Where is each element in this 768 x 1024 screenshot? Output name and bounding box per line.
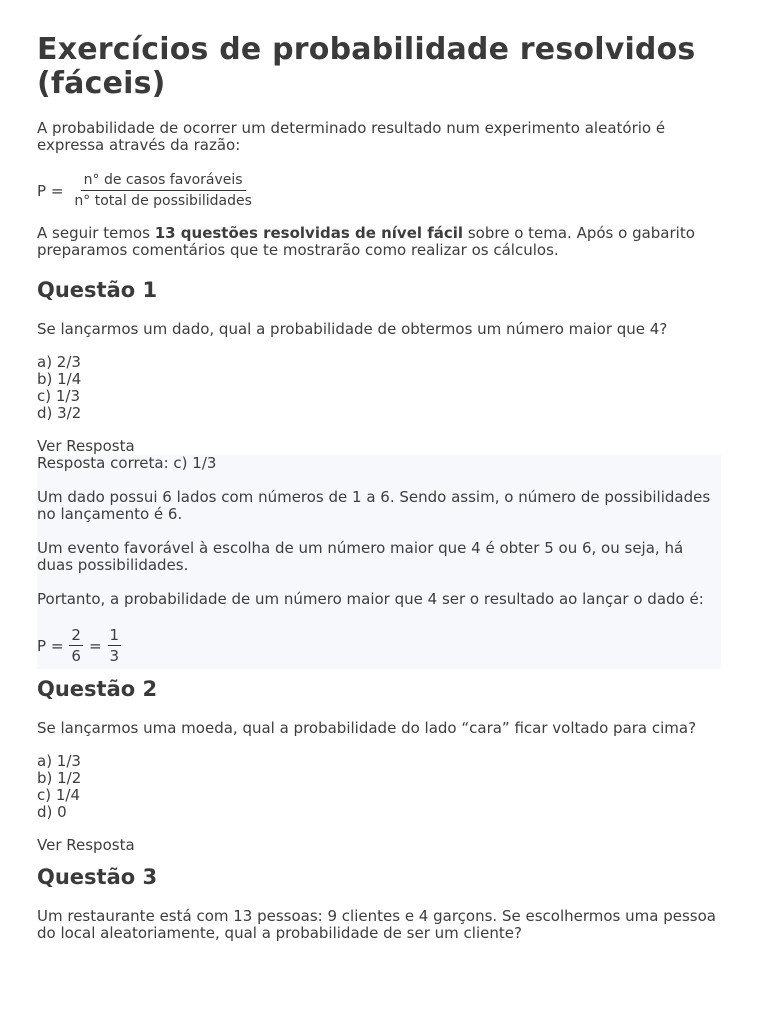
question-1-options [37, 354, 732, 422]
answer-explanation: Portanto, a probabilidade de um número maior que 4 ser o resultado ao lançar o dado é: [37, 590, 704, 608]
answer-formula [37, 627, 721, 665]
answer-formula-lhs: P = [37, 637, 64, 655]
option: d) 0 [37, 803, 67, 821]
intro-paragraph: A probabilidade de ocorrer um determinado resultado num experimento aleatório é expressa através da razão: [37, 119, 666, 154]
answer-fraction-1 [69, 627, 83, 665]
formula-lhs: P = [37, 182, 64, 200]
option: b) 1/2 [37, 769, 82, 787]
formula-numerator: n° de casos favoráveis [81, 172, 246, 191]
answer-fraction-2 [108, 627, 122, 665]
summary-text-end: sobre o tema. Após o gabarito preparamos comentários que te mostrarão como realizar os cálculos. [37, 224, 695, 259]
option: a) 2/3 [37, 353, 81, 371]
option: d) 3/2 [37, 404, 82, 422]
answer-correct: Resposta correta: c) 1/3 [37, 454, 217, 472]
question-1-text: Se lançarmos um dado, qual a probabilidade de obtermos um número maior que 4? [37, 320, 668, 338]
fraction-denominator: 3 [109, 647, 120, 665]
question-1-show-answer-toggle[interactable]: Ver Resposta [37, 437, 135, 455]
question-2-text: Se lançarmos uma moeda, qual a probabilidade do lado “cara” ficar voltado para cima? [37, 719, 697, 737]
question-1-answer-box [37, 455, 721, 669]
option: b) 1/4 [37, 370, 82, 388]
question-2-show-answer-toggle[interactable]: Ver Resposta [37, 836, 135, 854]
option: c) 1/3 [37, 387, 81, 405]
fraction-denominator: 6 [71, 647, 81, 665]
answer-explanation: Um evento favorável à escolha de um número maior que 4 é obter 5 ou 6, ou seja, há duas possibilidades. [37, 539, 684, 574]
answer-explanation: Um dado possui 6 lados com números de 1 a 6. Sendo assim, o número de possibilidades no lançamento é 6. [37, 488, 711, 523]
fraction-numerator: 1 [109, 626, 120, 644]
option: c) 1/4 [37, 786, 81, 804]
summary-text-start: A seguir temos [37, 224, 155, 242]
equals-sign: = [88, 637, 102, 655]
fraction-numerator: 2 [71, 626, 81, 644]
summary-bold: 13 questões resolvidas de nível fácil [154, 224, 464, 242]
question-2-heading: Questão 2 [37, 677, 158, 701]
question-2-options [37, 753, 732, 821]
question-3-heading: Questão 3 [37, 865, 158, 889]
page-title: Exercícios de probabilidade resolvidos (fáceis) [37, 32, 696, 101]
formula-fraction [71, 172, 254, 210]
formula-denominator: n° total de possibilidades [74, 193, 252, 209]
question-1-heading: Questão 1 [37, 278, 158, 302]
summary-paragraph [37, 225, 732, 259]
option: a) 1/3 [37, 752, 81, 770]
probability-formula [37, 172, 732, 210]
question-3-text: Um restaurante está com 13 pessoas: 9 clientes e 4 garçons. Se escolhermos uma pessoa do local aleatoriamente, qual a probabilidade de ser um cliente? [37, 907, 716, 942]
